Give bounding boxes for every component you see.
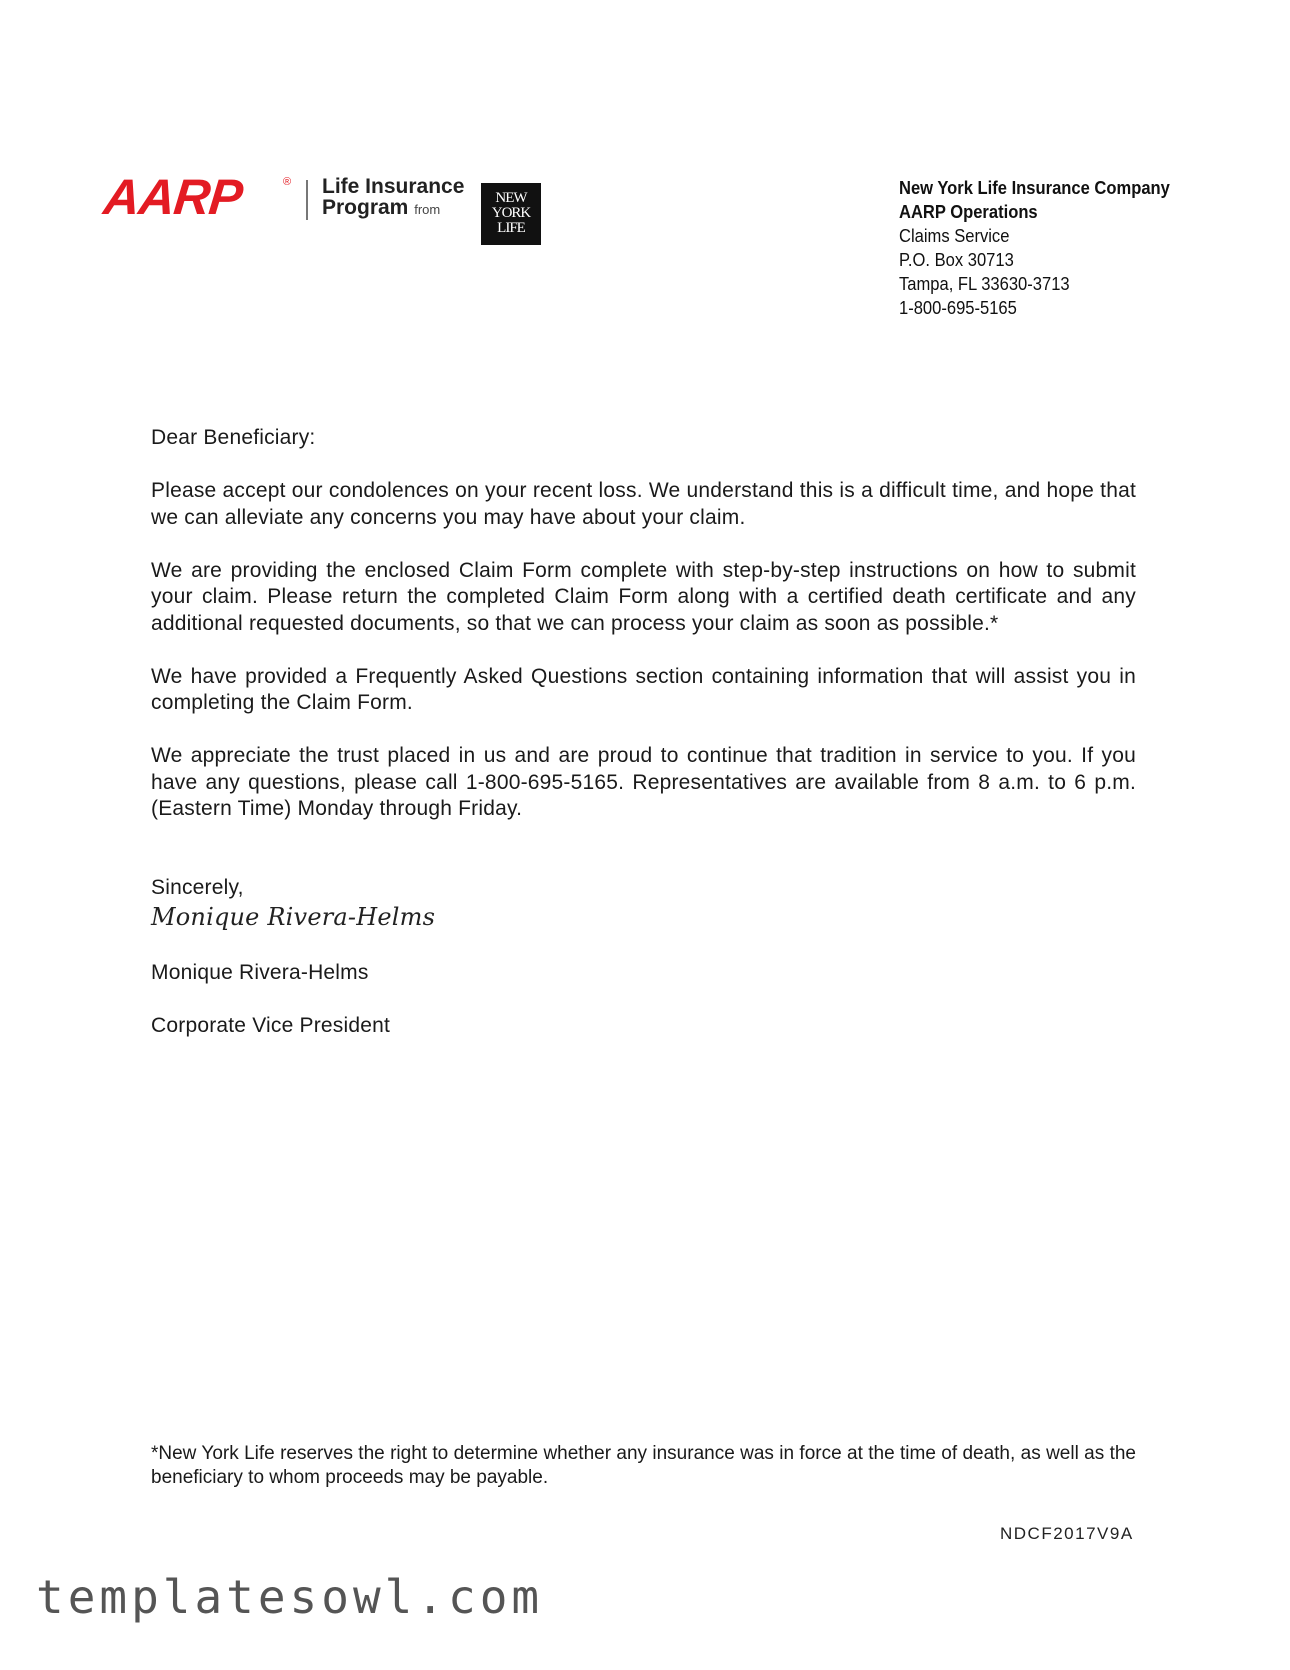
paragraph: We are providing the enclosed Claim Form complete with step-by-step instructions on how to submit your claim. Please return the completed Claim Form along with a certified death certificate and any additional requested documents, so that we can process your claim as soon as possible.* xyxy=(151,558,1136,635)
address-city: Tampa, FL 33630-3713 xyxy=(899,274,1070,294)
signer-name: Monique Rivera-Helms xyxy=(151,960,369,984)
closing: Sincerely, xyxy=(151,875,244,899)
program-logo-text xyxy=(322,176,464,220)
letter-body xyxy=(151,425,1136,1066)
program-word: Program xyxy=(322,196,409,219)
address-po-box: P.O. Box 30713 xyxy=(899,250,1014,270)
return-address xyxy=(899,176,1170,320)
registered-mark: ® xyxy=(283,176,292,188)
paragraph: We appreciate the trust placed in us and are proud to continue that tradition in service to you. If you have any questions, please call 1-800-695-5165. Representatives are available from 8 a.m. to 6 p.m. (Eastern Time) Monday through Friday. xyxy=(151,744,1136,820)
program-line-2 xyxy=(322,197,464,220)
nyl-line-3: LIFE xyxy=(497,220,525,236)
address-phone: 1-800-695-5165 xyxy=(899,298,1017,318)
aarp-logo-text: AARP xyxy=(101,169,245,225)
address-company: New York Life Insurance Company xyxy=(899,178,1170,198)
nyl-line-2: YORK xyxy=(491,205,531,221)
address-division: AARP Operations xyxy=(899,202,1038,222)
footnote: *New York Life reserves the right to determine whether any insurance was in force at the time of death, as well as the beneficiary to whom proceeds may be payable. xyxy=(151,1443,1136,1488)
logo-divider xyxy=(306,180,308,220)
paragraph: We have provided a Frequently Asked Questions section containing information that will assist you in completing the Claim Form. xyxy=(151,664,1136,714)
paragraph: Please accept our condolences on your recent loss. We understand this is a difficult time, and hope that we can alleviate any concerns you may have about your claim. xyxy=(151,479,1136,529)
signature: Monique Rivera-Helms xyxy=(151,903,436,931)
new-york-life-logo xyxy=(481,183,541,245)
program-from: from xyxy=(414,202,441,217)
form-code: NDCF2017V9A xyxy=(1000,1524,1134,1543)
program-line-1: Life Insurance xyxy=(322,175,465,198)
salutation: Dear Beneficiary: xyxy=(151,426,316,449)
nyl-line-1: NEW xyxy=(495,190,527,206)
watermark: templatesowl.com xyxy=(36,1570,544,1624)
signer-title: Corporate Vice President xyxy=(151,1013,391,1037)
address-department: Claims Service xyxy=(899,226,1010,246)
